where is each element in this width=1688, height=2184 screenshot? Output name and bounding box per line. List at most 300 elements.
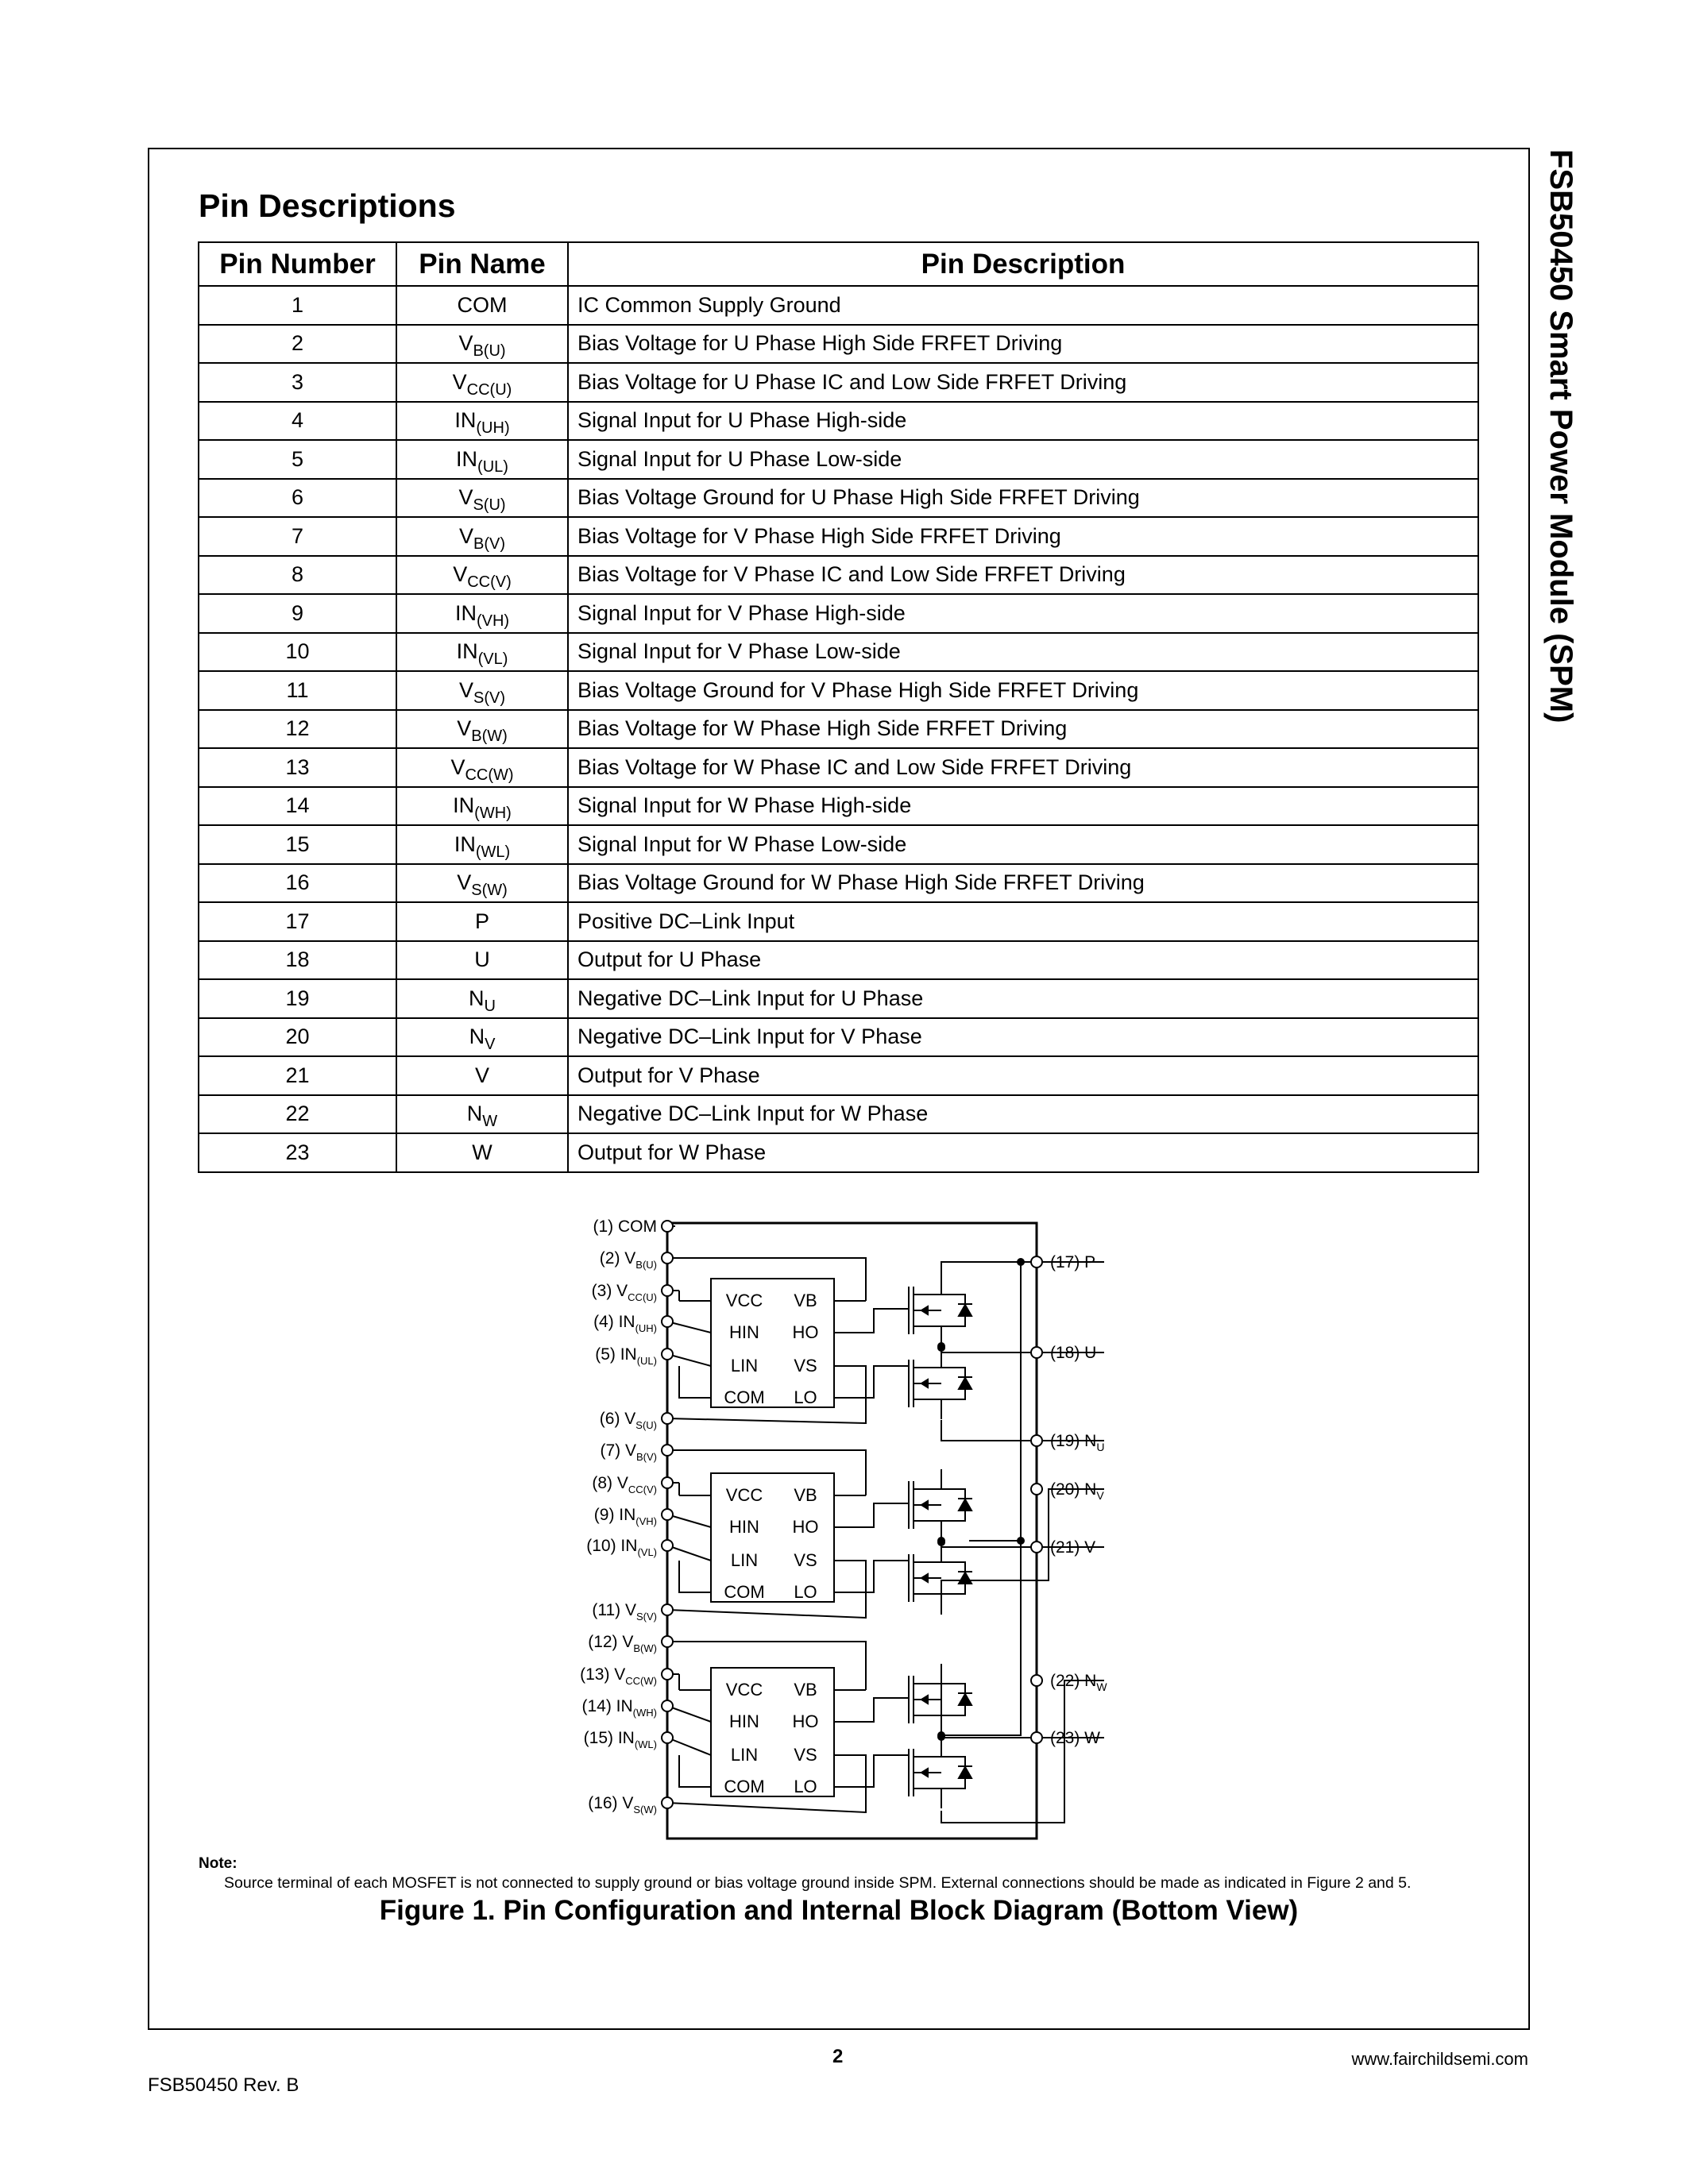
pin-description-cell: Signal Input for W Phase Low-side — [568, 825, 1478, 864]
pin-label-subscript: CC(V) — [628, 1484, 657, 1495]
junction-dot — [938, 1345, 944, 1351]
pin-name-subscript: (VL) — [477, 650, 508, 669]
pin-label-subscript: CC(W) — [625, 1675, 657, 1687]
pin-label-main: (22) N — [1050, 1672, 1097, 1690]
pin-terminal — [662, 1221, 673, 1232]
pin-name-cell — [396, 1095, 568, 1134]
pin-description-cell: Signal Input for V Phase High-side — [568, 594, 1478, 633]
pin-terminal — [662, 1509, 673, 1520]
pin-name-cell — [396, 440, 568, 479]
table-row — [199, 1133, 1478, 1172]
ic-pin-label: HIN — [729, 1322, 759, 1342]
pin-label-subscript: (VH) — [635, 1515, 657, 1527]
pin-description-cell: IC Common Supply Ground — [568, 286, 1478, 325]
pin-terminal — [662, 1477, 673, 1488]
right-pin-label — [1050, 1344, 1096, 1362]
pin-number-cell: 4 — [199, 402, 396, 441]
pin-number-cell: 15 — [199, 825, 396, 864]
pin-label-subscript: V — [1096, 1489, 1104, 1502]
mosfet-arrow — [921, 1379, 928, 1387]
wire — [667, 1706, 711, 1722]
page-number: 2 — [832, 2046, 844, 2067]
table-row — [199, 556, 1478, 595]
ic-pin-label: COM — [724, 1777, 765, 1796]
pin-number-cell: 6 — [199, 479, 396, 518]
wire — [834, 1503, 910, 1527]
pin-label-main: (11) V — [592, 1601, 636, 1619]
pin-terminal — [662, 1797, 673, 1808]
website-link[interactable]: www.fairchildsemi.com — [1351, 2049, 1528, 2069]
pin-label-main: (20) N — [1050, 1480, 1097, 1499]
table-row — [199, 440, 1478, 479]
pin-terminal — [1031, 1435, 1042, 1446]
wire — [834, 1561, 910, 1592]
ic-pin-label: HIN — [729, 1517, 759, 1537]
package-outline — [667, 1223, 1037, 1839]
pin-number-cell: 18 — [199, 941, 396, 980]
pin-terminal — [662, 1732, 673, 1743]
pin-description-cell: Output for U Phase — [568, 941, 1478, 980]
pin-number-cell: 21 — [199, 1056, 396, 1095]
pin-number-cell: 3 — [199, 363, 396, 402]
pin-name-cell — [396, 941, 568, 980]
table-row — [199, 363, 1478, 402]
wire — [667, 1515, 711, 1527]
diode-triangle — [959, 1378, 971, 1389]
pin-name-cell — [396, 325, 568, 364]
right-pin-label — [1050, 1432, 1104, 1453]
pin-label-subscript: (UH) — [635, 1322, 657, 1334]
right-pin-label — [1050, 1672, 1107, 1693]
pin-label-subscript: W — [1096, 1680, 1107, 1693]
pin-description-cell: Negative DC–Link Input for U Phase — [568, 979, 1478, 1018]
table-row — [199, 286, 1478, 325]
pin-description-cell: Bias Voltage Ground for W Phase High Side FRFET Driving — [568, 864, 1478, 903]
pin-name-subscript: U — [484, 997, 496, 1015]
pin-label-main: (16) V — [588, 1794, 634, 1812]
mosfet-source — [914, 1594, 941, 1614]
pin-description-cell: Signal Input for U Phase Low-side — [568, 440, 1478, 479]
left-pin-label — [581, 1697, 657, 1719]
pin-terminal — [662, 1316, 673, 1327]
pin-name-cell — [396, 825, 568, 864]
mosfet-arrow — [921, 1501, 928, 1509]
diode-triangle — [959, 1572, 971, 1584]
table-row — [199, 979, 1478, 1018]
pin-name-cell — [396, 748, 568, 787]
ic-pin-label: VCC — [725, 1291, 763, 1310]
mosfet-drain — [914, 1469, 941, 1489]
pin-name: N — [469, 986, 485, 1010]
pin-name: V — [457, 716, 472, 741]
wire — [667, 1366, 866, 1423]
ic-pin-label: VB — [794, 1680, 817, 1700]
pin-terminal — [662, 1636, 673, 1647]
wire — [679, 1755, 711, 1787]
pin-label-main: (13) V — [580, 1665, 626, 1684]
side-title: FSB50450 Smart Power Module (SPM) — [1543, 149, 1578, 723]
pin-label-subscript: S(W) — [633, 1804, 657, 1815]
pin-terminal — [1031, 1675, 1042, 1686]
pin-name-cell — [396, 902, 568, 941]
pin-name: IN — [453, 793, 475, 818]
table-row — [199, 941, 1478, 980]
pin-name-cell — [396, 556, 568, 595]
pin-name-cell — [396, 787, 568, 826]
pin-name: IN — [456, 639, 478, 664]
pin-label-subscript: (WL) — [634, 1738, 657, 1750]
pin-label-main: (7) V — [600, 1441, 636, 1460]
pin-description-cell: Signal Input for V Phase Low-side — [568, 633, 1478, 672]
pin-name: V — [458, 677, 473, 702]
pin-label-main: (14) IN — [581, 1697, 633, 1715]
right-pin-label — [1050, 1480, 1104, 1502]
pin-name-subscript: B(U) — [473, 342, 506, 361]
pin-terminal — [1031, 1256, 1042, 1268]
ic-pin-label: VB — [794, 1485, 817, 1505]
pin-description-cell: Negative DC–Link Input for V Phase — [568, 1018, 1478, 1057]
right-pin-label — [1050, 1253, 1095, 1271]
pin-terminal — [662, 1252, 673, 1264]
pin-number-cell: 2 — [199, 325, 396, 364]
figure-caption: Figure 1. Pin Configuration and Internal Block Diagram (Bottom View) — [379, 1895, 1299, 1926]
pin-name: P — [474, 909, 489, 933]
pin-number-cell: 10 — [199, 633, 396, 672]
pin-description-cell: Bias Voltage for W Phase High Side FRFET Driving — [568, 710, 1478, 749]
diode-triangle — [959, 1767, 971, 1778]
left-pin-label — [593, 1313, 657, 1334]
pin-label-main: (6) V — [599, 1410, 636, 1428]
left-pin-label — [592, 1474, 657, 1495]
pin-name: V — [458, 331, 473, 356]
pin-label-main: (23) W — [1050, 1729, 1100, 1747]
pin-description-cell: Output for V Phase — [568, 1056, 1478, 1095]
left-pin-label — [600, 1441, 657, 1463]
ic-pin-label: HIN — [729, 1711, 759, 1731]
table-row — [199, 402, 1478, 441]
pin-name-subscript: S(W) — [471, 882, 508, 900]
pin-name: V — [458, 485, 473, 510]
pin-descriptions-table — [198, 241, 1479, 1173]
pin-name: COM — [457, 292, 508, 317]
pin-number-cell: 13 — [199, 748, 396, 787]
wire — [667, 1642, 866, 1690]
junction-dot — [938, 1539, 944, 1545]
pin-name-cell — [396, 594, 568, 633]
table-row — [199, 1056, 1478, 1095]
right-pin-label — [1050, 1538, 1095, 1557]
pin-name-subscript: CC(V) — [467, 573, 512, 592]
mosfet-source — [914, 1788, 941, 1808]
pin-terminal — [1031, 1347, 1042, 1358]
pin-name: V — [450, 754, 465, 779]
mosfet-drain — [914, 1737, 941, 1757]
ic-pin-label: LO — [794, 1387, 817, 1407]
table-row — [199, 748, 1478, 787]
pin-label-subscript: B(U) — [635, 1259, 657, 1271]
mosfet-arrow — [921, 1769, 928, 1777]
pin-description-cell: Bias Voltage for U Phase High Side FRFET Driving — [568, 325, 1478, 364]
note-label: Note: — [199, 1855, 238, 1872]
pin-name-cell — [396, 479, 568, 518]
table-row — [199, 633, 1478, 672]
pin-name-cell — [396, 1018, 568, 1057]
pin-name-subscript: (WL) — [475, 843, 511, 861]
pin-label-subscript: S(U) — [635, 1419, 657, 1431]
left-pin-label — [580, 1665, 657, 1687]
ic-pin-label: COM — [724, 1387, 765, 1407]
ic-pin-label: LIN — [730, 1356, 759, 1376]
wire — [679, 1561, 711, 1592]
ic-pin-label: VCC — [725, 1680, 763, 1700]
table-row — [199, 1095, 1478, 1134]
pin-name-subscript: (UL) — [477, 457, 508, 476]
left-pin-label — [592, 1601, 657, 1623]
pin-name-subscript: B(W) — [471, 727, 508, 746]
pin-label-main: (17) P — [1050, 1253, 1096, 1271]
ic-pin-label: LIN — [730, 1550, 759, 1570]
pin-terminal — [662, 1604, 673, 1615]
table-row — [199, 594, 1478, 633]
note-text: Source terminal of each MOSFET is not connected to supply ground or bias voltage ground inside SPM. External connections should be made as indicated in Figure 2 and 5. — [224, 1874, 1412, 1892]
header-pin-description: Pin Description — [568, 242, 1478, 286]
pin-name-subscript: B(V) — [473, 534, 505, 553]
mosfet-drain — [914, 1348, 941, 1368]
table-header-row — [199, 242, 1478, 286]
pin-number-cell: 12 — [199, 710, 396, 749]
pin-terminal — [662, 1413, 673, 1424]
pin-description-cell: Negative DC–Link Input for W Phase — [568, 1095, 1478, 1134]
pin-terminal — [662, 1285, 673, 1296]
mosfet-drain — [914, 1542, 941, 1562]
pin-number-cell: 14 — [199, 787, 396, 826]
table-row — [199, 787, 1478, 826]
pin-name: V — [474, 1063, 489, 1087]
pin-number-cell: 8 — [199, 556, 396, 595]
mosfet-arrow — [921, 1696, 928, 1704]
mosfet-source — [914, 1326, 941, 1346]
pin-number-cell: 22 — [199, 1095, 396, 1134]
pin-number-cell: 5 — [199, 440, 396, 479]
left-pin-label — [595, 1345, 657, 1367]
pin-label-main: (15) IN — [583, 1729, 635, 1747]
pin-label-main: (2) V — [599, 1249, 636, 1268]
wire — [667, 1322, 711, 1333]
pin-description-cell: Bias Voltage for W Phase IC and Low Side FRFET Driving — [568, 748, 1478, 787]
pin-name-subscript: CC(U) — [466, 380, 512, 399]
revision-label: FSB50450 Rev. B — [148, 2074, 299, 2096]
pin-name-cell — [396, 286, 568, 325]
pin-name: V — [452, 369, 467, 394]
block-diagram — [556, 1207, 1160, 1858]
ic-pin-label: LO — [794, 1777, 817, 1796]
pin-name-subscript: (UH) — [476, 419, 510, 438]
pin-label-main: (18) U — [1050, 1344, 1097, 1362]
ic-pin-label: VS — [794, 1550, 817, 1570]
pin-description-cell: Signal Input for U Phase High-side — [568, 402, 1478, 441]
mosfet-source — [914, 1521, 941, 1541]
pin-label-main: (5) IN — [595, 1345, 637, 1364]
pin-label-main: (9) IN — [593, 1506, 636, 1524]
pin-label-subscript: (VL) — [637, 1546, 657, 1558]
wire — [667, 1545, 711, 1561]
ic-pin-label: LO — [794, 1582, 817, 1602]
pin-name-subscript: (WH) — [474, 805, 512, 823]
wire — [667, 1561, 866, 1618]
pin-name-cell — [396, 1133, 568, 1172]
pin-label-subscript: U — [1096, 1441, 1105, 1453]
ic-pin-label: VS — [794, 1745, 817, 1765]
pin-terminal — [1031, 1542, 1042, 1553]
wire — [667, 1755, 866, 1812]
pin-number-cell: 19 — [199, 979, 396, 1018]
pin-label-subscript: (UL) — [636, 1355, 657, 1367]
left-pin-label — [588, 1633, 657, 1654]
mosfet-arrow — [921, 1574, 928, 1582]
pin-name-cell — [396, 402, 568, 441]
ic-pin-label: VCC — [725, 1485, 763, 1505]
pin-label-subscript: (WH) — [632, 1707, 657, 1719]
diode-triangle — [959, 1305, 971, 1316]
pin-description-cell: Positive DC–Link Input — [568, 902, 1478, 941]
pin-name-subscript: CC(W) — [465, 766, 514, 784]
pin-name: IN — [454, 408, 477, 433]
pin-label-main: (4) IN — [593, 1313, 635, 1331]
p-bus — [941, 1541, 1021, 1735]
left-pin-label — [588, 1794, 657, 1815]
pin-name-subscript: S(U) — [473, 496, 506, 515]
pin-name: V — [453, 562, 468, 587]
pin-name: V — [457, 870, 472, 895]
pin-description-cell: Signal Input for W Phase High-side — [568, 787, 1478, 826]
pin-terminal — [1031, 1484, 1042, 1495]
pin-number-cell: 16 — [199, 864, 396, 903]
pin-number-cell: 1 — [199, 286, 396, 325]
pin-name: N — [469, 1024, 485, 1049]
pin-label-main: (3) V — [591, 1282, 628, 1300]
wire — [834, 1309, 910, 1333]
left-pin-label — [592, 1282, 657, 1303]
pin-terminal — [662, 1669, 673, 1680]
pin-name-subscript: W — [482, 1113, 498, 1131]
pin-name: U — [474, 947, 490, 972]
pin-name: IN — [454, 600, 477, 625]
pin-name: V — [458, 523, 473, 548]
pin-number-cell: 11 — [199, 671, 396, 710]
pin-name: W — [472, 1140, 492, 1164]
mosfet-source — [914, 1399, 941, 1419]
pin-name-cell — [396, 517, 568, 556]
page-heading: Pin Descriptions — [199, 187, 456, 224]
pin-label-main: (10) IN — [586, 1537, 638, 1555]
ic-pin-label: VB — [794, 1291, 817, 1310]
pin-name: N — [466, 1102, 483, 1126]
pin-label-subscript: B(V) — [636, 1451, 657, 1463]
pin-name-subscript: S(V) — [473, 689, 505, 707]
ic-pin-label: VS — [794, 1356, 817, 1376]
left-pin-label — [600, 1410, 657, 1431]
table-row — [199, 710, 1478, 749]
junction-dot — [1018, 1538, 1024, 1544]
header-pin-name: Pin Name — [396, 242, 568, 286]
pin-number-cell: 17 — [199, 902, 396, 941]
pin-name-cell — [396, 671, 568, 710]
pin-terminal — [662, 1349, 673, 1360]
pin-label-subscript: B(W) — [633, 1642, 657, 1654]
wire — [667, 1354, 711, 1366]
pin-name: IN — [456, 446, 478, 471]
left-pin-label — [584, 1729, 657, 1750]
ic-pin-label: LIN — [730, 1745, 759, 1765]
pin-label-main: (12) V — [588, 1633, 634, 1651]
pin-name-cell — [396, 633, 568, 672]
wire — [667, 1738, 711, 1755]
mosfet-arrow — [921, 1306, 928, 1314]
mosfet-drain — [914, 1275, 941, 1295]
ic-pin-label: HO — [792, 1711, 819, 1731]
wire — [834, 1698, 910, 1722]
diode-triangle — [959, 1694, 971, 1705]
pin-name-subscript: (VH) — [476, 612, 510, 630]
table-row — [199, 902, 1478, 941]
pin-name-cell — [396, 979, 568, 1018]
pin-label-main: (21) V — [1050, 1538, 1096, 1557]
pin-description-cell: Bias Voltage for U Phase IC and Low Side FRFET Driving — [568, 363, 1478, 402]
table-row — [199, 671, 1478, 710]
pin-number-cell: 23 — [199, 1133, 396, 1172]
junction-dot — [1018, 1259, 1024, 1265]
pin-name: IN — [454, 832, 476, 856]
ic-pin-label: COM — [724, 1582, 765, 1602]
left-pin-label — [600, 1249, 657, 1271]
pin-name-cell — [396, 710, 568, 749]
diode-triangle — [959, 1499, 971, 1511]
ic-pin-label: HO — [792, 1517, 819, 1537]
pin-label-subscript: CC(U) — [628, 1291, 657, 1303]
pin-terminal — [662, 1540, 673, 1551]
pin-label-subscript: S(V) — [636, 1611, 657, 1623]
wire — [679, 1366, 711, 1398]
left-pin-label — [593, 1217, 658, 1236]
left-pin-label — [594, 1506, 657, 1527]
table-row — [199, 479, 1478, 518]
pin-name-cell — [396, 1056, 568, 1095]
ic-pin-label: HO — [792, 1322, 819, 1342]
pin-number-cell: 9 — [199, 594, 396, 633]
pin-terminal — [1031, 1732, 1042, 1743]
pin-description-cell: Bias Voltage Ground for V Phase High Side FRFET Driving — [568, 671, 1478, 710]
pin-number-cell: 7 — [199, 517, 396, 556]
table-row — [199, 1018, 1478, 1057]
pin-label-main: (1) COM — [593, 1217, 657, 1236]
wire — [834, 1366, 910, 1398]
table-row — [199, 517, 1478, 556]
pin-name-cell — [396, 864, 568, 903]
pin-terminal — [662, 1445, 673, 1456]
pin-number-cell: 20 — [199, 1018, 396, 1057]
left-pin-label — [586, 1537, 657, 1558]
pin-label-main: (19) N — [1050, 1432, 1097, 1450]
wire — [834, 1755, 910, 1787]
right-pin-label — [1050, 1729, 1100, 1747]
mosfet-drain — [914, 1664, 941, 1684]
mosfet-source — [914, 1715, 941, 1735]
table-row — [199, 325, 1478, 364]
header-pin-number: Pin Number — [199, 242, 396, 286]
pin-name-subscript: V — [485, 1036, 496, 1054]
pin-name-cell — [396, 363, 568, 402]
pin-description-cell: Bias Voltage Ground for U Phase High Side FRFET Driving — [568, 479, 1478, 518]
